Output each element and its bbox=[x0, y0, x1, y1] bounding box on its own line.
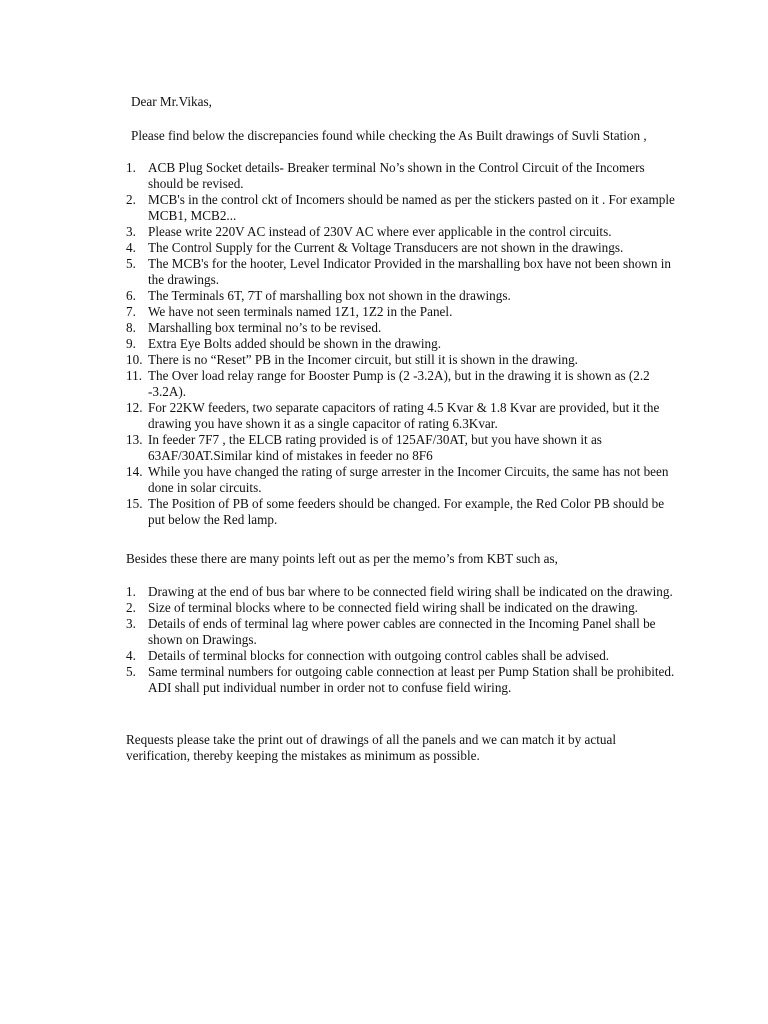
item-text: The Over load relay range for Booster Pump is (2 -3.2A), but in the drawing it is shown as (2.2 -3.2A). bbox=[148, 368, 650, 399]
list-item bbox=[126, 288, 680, 304]
item-text: Details of ends of terminal lag where power cables are connected in the Incoming Panel shall be shown on Drawings. bbox=[148, 616, 656, 647]
item-number: 14. bbox=[126, 464, 143, 479]
item-text: Details of terminal blocks for connection with outgoing control cables shall be advised. bbox=[148, 648, 610, 663]
item-text: We have not seen terminals named 1Z1, 1Z2 in the Panel. bbox=[148, 304, 453, 319]
item-text: MCB's in the control ckt of Incomers should be named as per the stickers pasted on it . For example MCB1, MCB2... bbox=[148, 192, 675, 223]
item-number: 15. bbox=[126, 496, 143, 511]
item-number: 5. bbox=[126, 664, 136, 679]
item-number: 1. bbox=[126, 584, 136, 599]
intro-paragraph: Please find below the discrepancies found while checking the As Built drawings of Suvli Station , bbox=[131, 128, 647, 143]
item-number: 12. bbox=[126, 400, 143, 415]
list-item bbox=[126, 664, 680, 696]
item-text: Drawing at the end of bus bar where to be connected field wiring shall be indicated on the drawing. bbox=[148, 584, 673, 599]
item-number: 11. bbox=[126, 368, 142, 383]
item-text: Same terminal numbers for outgoing cable connection at least per Pump Station shall be prohibited. ADI shall put individual number in order not to confuse field wiring. bbox=[148, 664, 675, 695]
item-text: There is no “Reset” PB in the Incomer circuit, but still it is shown in the drawing. bbox=[148, 352, 578, 367]
list-item bbox=[126, 368, 680, 400]
item-number: 2. bbox=[126, 192, 136, 207]
item-text: While you have changed the rating of surge arrester in the Incomer Circuits, the same has not been done in solar circuits. bbox=[148, 464, 669, 495]
item-number: 13. bbox=[126, 432, 143, 447]
item-number: 5. bbox=[126, 256, 136, 271]
item-text: The MCB's for the hooter, Level Indicator Provided in the marshalling box have not been shown in the drawings. bbox=[148, 256, 672, 287]
item-number: 4. bbox=[126, 240, 136, 255]
item-number: 10. bbox=[126, 352, 143, 367]
item-number: 7. bbox=[126, 304, 136, 319]
item-number: 6. bbox=[126, 288, 136, 303]
list-item bbox=[126, 304, 680, 320]
salutation: Dear Mr.Vikas, bbox=[131, 94, 212, 109]
list-item bbox=[126, 600, 680, 616]
list-item bbox=[126, 336, 680, 352]
item-text: The Control Supply for the Current & Voltage Transducers are not shown in the drawings. bbox=[148, 240, 624, 255]
item-text: For 22KW feeders, two separate capacitors of rating 4.5 Kvar & 1.8 Kvar are provided, but it the drawing you have shown it as a single capacitor of rating 6.3Kvar. bbox=[148, 400, 660, 431]
list-item bbox=[126, 432, 680, 464]
list-item bbox=[126, 464, 680, 496]
list-item bbox=[126, 320, 680, 336]
item-text: Extra Eye Bolts added should be shown in the drawing. bbox=[148, 336, 442, 351]
closing-paragraph: Requests please take the print out of drawings of all the panels and we can match it by actual verification, thereby keeping the mistakes as minimum as possible. bbox=[126, 732, 616, 763]
item-text: In feeder 7F7 , the ELCB rating provided is of 125AF/30AT, but you have shown it as 63AF/30AT.Similar kind of mistakes in feeder no 8F6 bbox=[148, 432, 602, 463]
item-number: 2. bbox=[126, 600, 136, 615]
item-number: 9. bbox=[126, 336, 136, 351]
item-number: 8. bbox=[126, 320, 136, 335]
item-number: 1. bbox=[126, 160, 136, 175]
list-item bbox=[126, 584, 680, 600]
item-text: Please write 220V AC instead of 230V AC where ever applicable in the control circuits. bbox=[148, 224, 612, 239]
list-item bbox=[126, 160, 680, 192]
list-item bbox=[126, 352, 680, 368]
item-number: 4. bbox=[126, 648, 136, 663]
discrepancy-list bbox=[126, 160, 680, 528]
item-text: The Position of PB of some feeders should be changed. For example, the Red Color PB should be put below the Red lamp. bbox=[148, 496, 665, 527]
item-number: 3. bbox=[126, 616, 136, 631]
list-item bbox=[126, 192, 680, 224]
list-item bbox=[126, 224, 680, 240]
list-item bbox=[126, 400, 680, 432]
item-text: Size of terminal blocks where to be connected field wiring shall be indicated on the drawing. bbox=[148, 600, 638, 615]
item-number: 3. bbox=[126, 224, 136, 239]
list-item bbox=[126, 616, 680, 648]
item-text: The Terminals 6T, 7T of marshalling box not shown in the drawings. bbox=[148, 288, 511, 303]
kbt-points-list bbox=[126, 584, 680, 696]
list-item bbox=[126, 240, 680, 256]
list-item bbox=[126, 648, 680, 664]
list-item bbox=[126, 496, 680, 528]
list-item bbox=[126, 256, 680, 288]
item-text: ACB Plug Socket details- Breaker terminal No’s shown in the Control Circuit of the Incomers should be revised. bbox=[148, 160, 645, 191]
besides-paragraph: Besides these there are many points left out as per the memo’s from KBT such as, bbox=[126, 551, 558, 566]
item-text: Marshalling box terminal no’s to be revised. bbox=[148, 320, 382, 335]
